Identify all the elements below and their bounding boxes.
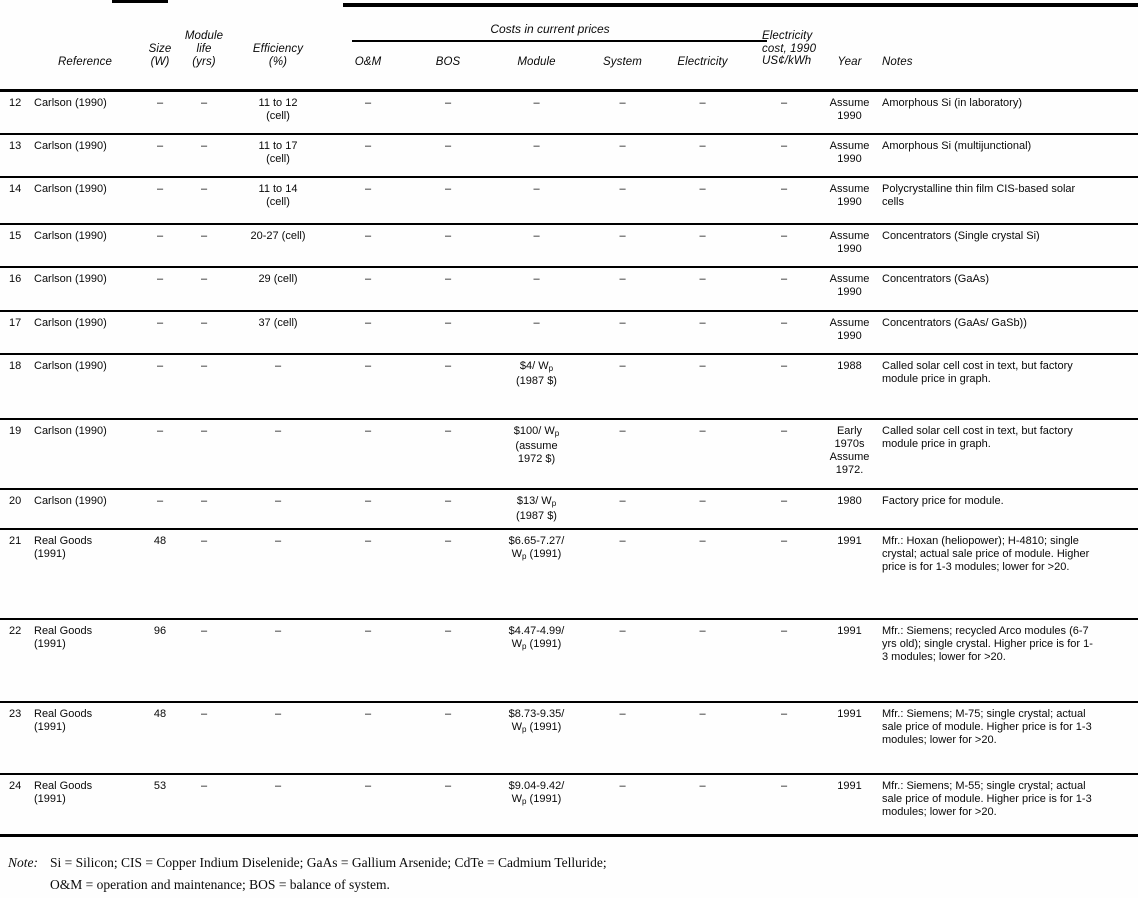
- table-row: [0, 177, 1138, 224]
- cell-om: –: [328, 224, 408, 267]
- cell-system: –: [585, 529, 660, 619]
- cell-module: $100/ $W_p$ (assume 1972 $): [488, 419, 585, 489]
- cell-elec: –: [660, 702, 745, 774]
- cell-no: 24: [0, 774, 30, 835]
- cell-notes: Amorphous Si (multijunctional): [876, 134, 1138, 177]
- cell-eff: –: [228, 419, 328, 489]
- cell-life: –: [180, 267, 228, 311]
- cell-notes: Mfr.: Hoxan (heliopower); H-4810; single crystal; actual sale price of module. Higher price is for 1-3 modules; lower for >20.: [876, 529, 1138, 619]
- cell-size: –: [140, 224, 180, 267]
- cell-om: –: [328, 134, 408, 177]
- cell-life: –: [180, 774, 228, 835]
- cell-size: –: [140, 419, 180, 489]
- costs-group-underline: [352, 40, 767, 42]
- footnote-text: [50, 852, 607, 896]
- cell-size: 48: [140, 702, 180, 774]
- cell-no: 21: [0, 529, 30, 619]
- col-header-om: O&M: [354, 56, 382, 68]
- cell-size: –: [140, 177, 180, 224]
- cell-module: $4.47-4.99/ $W_p$ (1991): [488, 619, 585, 702]
- table-row: [0, 92, 1138, 134]
- cell-year: 1991: [823, 702, 876, 774]
- cell-om: –: [328, 311, 408, 354]
- cell-elec: –: [660, 529, 745, 619]
- cell-bos: –: [408, 177, 488, 224]
- cell-elec: –: [699, 97, 706, 109]
- cell-no: 19: [0, 419, 30, 489]
- cell-module: $6.65-7.27/ $W_p$ (1991): [488, 529, 585, 619]
- cell-bos: –: [408, 702, 488, 774]
- cell-life: –: [180, 702, 228, 774]
- cell-ref: Carlson (1990): [30, 489, 140, 529]
- cell-system: –: [585, 177, 660, 224]
- cell-om: –: [328, 619, 408, 702]
- cell-size: 48: [140, 529, 180, 619]
- cell-eff: 29 (cell): [228, 267, 328, 311]
- cell-eff: –: [228, 774, 328, 835]
- cell-size: –: [140, 311, 180, 354]
- cell-om: –: [328, 267, 408, 311]
- cell-bos: –: [408, 224, 488, 267]
- cell-elec: –: [660, 267, 745, 311]
- cell-module: –: [533, 97, 540, 109]
- col-header-notes: Notes: [882, 56, 913, 68]
- cell-life: –: [180, 224, 228, 267]
- cell-system: –: [585, 267, 660, 311]
- cell-notes: Mfr.: Siemens; recycled Arco modules (6-7 yrs old); single crystal. Higher price is for 1-3 modules; lower for >20.: [876, 619, 1138, 702]
- cell-eff: 11 to 12 (cell): [258, 97, 298, 122]
- cell-size: 96: [140, 619, 180, 702]
- table-row: [0, 134, 1138, 177]
- table-row: [0, 702, 1138, 774]
- cell-cost: –: [745, 224, 823, 267]
- table-row: [0, 489, 1138, 529]
- cell-ref: Carlson (1990): [30, 224, 140, 267]
- cell-life: –: [180, 619, 228, 702]
- cell-year: 1991: [823, 774, 876, 835]
- cell-no: 13: [0, 134, 30, 177]
- cell-cost: –: [745, 311, 823, 354]
- table-row: [0, 267, 1138, 311]
- cell-ref: Real Goods (1991): [30, 702, 140, 774]
- cell-bos: –: [408, 529, 488, 619]
- cell-no: 15: [0, 224, 30, 267]
- cell-no: 23: [0, 702, 30, 774]
- cell-elec: –: [660, 774, 745, 835]
- cell-module: $9.04-9.42/ $W_p$ (1991): [488, 774, 585, 835]
- cell-elec: –: [660, 419, 745, 489]
- cell-system: –: [585, 354, 660, 419]
- cell-system: –: [619, 97, 626, 109]
- cell-size: –: [156, 97, 164, 109]
- cell-cost: –: [745, 774, 823, 835]
- cell-eff: 37 (cell): [228, 311, 328, 354]
- cell-module: –: [488, 134, 585, 177]
- costs-group-header: Costs in current prices: [490, 22, 610, 36]
- cell-year: Assume 1990: [823, 177, 876, 224]
- cell-notes: Factory price for module.: [876, 489, 1138, 529]
- cell-module: –: [488, 267, 585, 311]
- cell-notes: Concentrators (GaAs): [876, 267, 1138, 311]
- cell-eff: –: [228, 354, 328, 419]
- table-body: [0, 92, 1138, 835]
- cell-system: –: [585, 134, 660, 177]
- col-header-electricity: Electricity: [677, 56, 728, 68]
- cell-notes: Called solar cell cost in text, but factory module price in graph.: [876, 419, 1138, 489]
- col-header-electricity-cost: Electricity cost, 1990 US¢/kWh: [762, 30, 817, 67]
- top-rule-fragment: [112, 0, 168, 3]
- cell-bos: –: [444, 97, 452, 109]
- cell-life: –: [180, 134, 228, 177]
- col-header-module-life: Module life (yrs): [184, 30, 224, 68]
- cell-year: 1991: [823, 529, 876, 619]
- cell-system: –: [585, 489, 660, 529]
- cell-eff: 11 to 14 (cell): [228, 177, 328, 224]
- cell-ref: Carlson (1990): [30, 134, 140, 177]
- table-row: [0, 529, 1138, 619]
- cell-year: Assume 1990: [823, 311, 876, 354]
- cell-eff: –: [228, 489, 328, 529]
- cell-year: Early 1970s Assume 1972.: [823, 419, 876, 489]
- cell-life: –: [180, 354, 228, 419]
- cell-year: Assume 1990: [823, 134, 876, 177]
- col-header-module: Module: [517, 56, 556, 68]
- cell-om: –: [328, 489, 408, 529]
- cell-ref: Real Goods (1991): [30, 529, 140, 619]
- cell-no: 18: [0, 354, 30, 419]
- cell-notes: Called solar cell cost in text, but factory module price in graph.: [876, 354, 1138, 419]
- table-row: [0, 354, 1138, 419]
- cell-om: –: [364, 97, 372, 109]
- cell-cost: –: [745, 134, 823, 177]
- cell-elec: –: [660, 134, 745, 177]
- table-row: [0, 224, 1138, 267]
- cell-life: –: [200, 97, 208, 109]
- cell-life: –: [180, 489, 228, 529]
- cell-no: 17: [0, 311, 30, 354]
- footnote-line-1: Si = Silicon; CIS = Copper Indium Diselenide; GaAs = Gallium Arsenide; CdTe = Cadmium Telluride;: [50, 854, 607, 870]
- col-header-bos: BOS: [435, 56, 461, 68]
- cell-cost: –: [780, 97, 788, 109]
- cell-size: –: [140, 267, 180, 311]
- cell-cost: –: [745, 702, 823, 774]
- cell-system: –: [585, 619, 660, 702]
- table-row: [0, 311, 1138, 354]
- cell-cost: –: [745, 529, 823, 619]
- col-header-year: Year: [837, 56, 862, 68]
- cell-ref: Carlson (1990): [30, 419, 140, 489]
- cell-bos: –: [408, 774, 488, 835]
- cell-module: –: [488, 224, 585, 267]
- cell-year: 1991: [823, 619, 876, 702]
- cell-size: –: [140, 489, 180, 529]
- cell-ref: Carlson (1990): [34, 97, 107, 109]
- table-row: [0, 619, 1138, 702]
- cell-no: 20: [0, 489, 30, 529]
- cell-ref: Carlson (1990): [30, 267, 140, 311]
- cell-notes: Concentrators (GaAs/ GaSb)): [876, 311, 1138, 354]
- top-rule: [343, 3, 1138, 7]
- cell-om: –: [328, 177, 408, 224]
- cell-notes: Concentrators (Single crystal Si): [876, 224, 1138, 267]
- cell-year: Assume 1990: [829, 97, 870, 122]
- cell-cost: –: [745, 619, 823, 702]
- cell-ref: Real Goods (1991): [30, 619, 140, 702]
- footnote-label: Note:: [8, 854, 38, 870]
- cell-eff: –: [228, 702, 328, 774]
- cell-system: –: [585, 311, 660, 354]
- col-header-reference: Reference: [58, 56, 112, 68]
- cell-bos: –: [408, 489, 488, 529]
- cell-year: Assume 1990: [823, 267, 876, 311]
- cell-cost: –: [745, 267, 823, 311]
- data-table: [0, 92, 1138, 837]
- table-row: [0, 774, 1138, 835]
- cell-size: 53: [140, 774, 180, 835]
- cell-no: 14: [0, 177, 30, 224]
- cell-life: –: [180, 177, 228, 224]
- cell-ref: Carlson (1990): [30, 311, 140, 354]
- col-header-size: Size (W): [148, 43, 172, 68]
- cell-life: –: [180, 311, 228, 354]
- cell-notes: Mfr.: Siemens; M-55; single crystal; actual sale price of module. Higher price is for 1-3 modules; lower for >20.: [876, 774, 1138, 835]
- cell-notes: Polycrystalline thin film CIS-based solar cells: [876, 177, 1138, 224]
- cell-notes: Amorphous Si (in laboratory): [882, 97, 1023, 109]
- cell-life: –: [180, 419, 228, 489]
- cell-year: Assume 1990: [823, 224, 876, 267]
- footnote-line-2: O&M = operation and maintenance; BOS = balance of system.: [50, 876, 390, 892]
- cell-elec: –: [660, 311, 745, 354]
- cell-om: –: [328, 774, 408, 835]
- cell-elec: –: [660, 177, 745, 224]
- cell-module: –: [488, 177, 585, 224]
- cell-size: –: [140, 134, 180, 177]
- cell-om: –: [328, 529, 408, 619]
- cell-ref: Real Goods (1991): [30, 774, 140, 835]
- cell-life: –: [180, 529, 228, 619]
- cell-om: –: [328, 354, 408, 419]
- cell-size: –: [140, 354, 180, 419]
- cell-bos: –: [408, 267, 488, 311]
- col-header-system: System: [603, 56, 642, 68]
- cell-eff: –: [228, 619, 328, 702]
- col-header-efficiency: Efficiency (%): [252, 43, 304, 68]
- cell-bos: –: [408, 419, 488, 489]
- cell-bos: –: [408, 619, 488, 702]
- cell-no: 12: [9, 97, 22, 109]
- cell-om: –: [328, 702, 408, 774]
- cell-module: $13/ $W_p$ (1987 $): [488, 489, 585, 529]
- cell-system: –: [585, 702, 660, 774]
- cell-system: –: [585, 224, 660, 267]
- cell-system: –: [585, 774, 660, 835]
- cell-elec: –: [660, 619, 745, 702]
- cell-module: –: [488, 311, 585, 354]
- cell-year: 1988: [823, 354, 876, 419]
- cell-cost: –: [745, 354, 823, 419]
- cell-year: 1980: [823, 489, 876, 529]
- cell-elec: –: [660, 354, 745, 419]
- cell-system: –: [585, 419, 660, 489]
- cell-elec: –: [660, 489, 745, 529]
- cell-elec: –: [660, 224, 745, 267]
- cell-no: 16: [0, 267, 30, 311]
- cell-no: 22: [0, 619, 30, 702]
- footnote: [0, 852, 1138, 896]
- cell-ref: Carlson (1990): [30, 177, 140, 224]
- cell-cost: –: [745, 177, 823, 224]
- table-row: [0, 419, 1138, 489]
- cell-cost: –: [745, 489, 823, 529]
- cell-ref: Carlson (1990): [30, 354, 140, 419]
- cell-cost: –: [745, 419, 823, 489]
- cell-om: –: [328, 419, 408, 489]
- cell-eff: –: [228, 529, 328, 619]
- cell-notes: Mfr.: Siemens; M-75; single crystal; actual sale price of module. Higher price is for 1-3 modules; lower for >20.: [876, 702, 1138, 774]
- cell-eff: 20-27 (cell): [228, 224, 328, 267]
- cell-bos: –: [408, 134, 488, 177]
- cell-module: $8.73-9.35/ $W_p$ (1991): [488, 702, 585, 774]
- table-header: [0, 0, 1138, 92]
- cell-eff: 11 to 17 (cell): [228, 134, 328, 177]
- cell-module: $4/ $W_p$ (1987 $): [488, 354, 585, 419]
- cell-bos: –: [408, 311, 488, 354]
- cell-bos: –: [408, 354, 488, 419]
